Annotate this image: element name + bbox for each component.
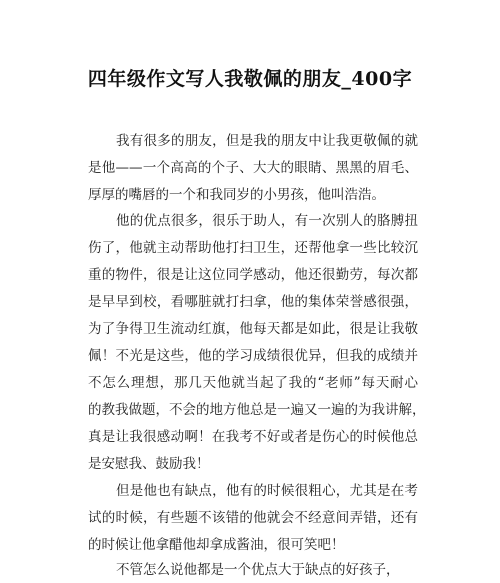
text-line: 是安慰我、鼓励我！ xyxy=(88,456,210,472)
text-line: 厚厚的嘴唇的一个和我同岁的小男孩，他叫浩浩。 xyxy=(88,187,385,203)
text-line: 伤了，他就主动帮助他打扫卫生，还帮他拿一些比较沉 xyxy=(88,240,418,256)
text-line: 试的时候，有些题不该错的他就会不经意间弄错，还有 xyxy=(88,510,418,526)
text-line: 为了争得卫生流动红旗，他每天都是如此，很是让我敬 xyxy=(88,321,418,337)
text-line: 不管怎么说他都是一个优点大于缺点的好孩子， xyxy=(116,562,400,578)
text-line: 他的优点很多，很乐于助人，有一次别人的胳膊扭 xyxy=(116,213,418,229)
text-line: 但是他也有缺点，他有的时候很粗心，尤其是在考 xyxy=(116,483,418,499)
article-title: 四年级作文写人我敬佩的朋友_400字 xyxy=(87,68,413,90)
text-line: 我有很多的朋友，但是我的朋友中让我更敬佩的就 xyxy=(116,133,418,149)
text-line: 佩！不光是这些，他的学习成绩很优异，但我的成绩并 xyxy=(88,348,418,364)
text-line: 是他——一个高高的个子、大大的眼睛、黑黑的眉毛、 xyxy=(88,160,418,176)
text-line: 重的物件，很是让这位同学感动，他还很勤劳，每次都 xyxy=(88,267,418,283)
text-line: 的教我做题，不会的地方他总是一遍又一遍的为我讲解， xyxy=(88,402,426,418)
text-line: 是早早到校，看哪脏就打扫拿，他的集体荣誉感很强， xyxy=(88,294,418,310)
text-line: 的时候让他拿醋他却拿成酱油，很可笑吧！ xyxy=(88,537,345,553)
text-line: 真是让我很感动啊！在我考不好或者是伤心的时候他总 xyxy=(88,429,418,445)
text-line: 不怎么理想，那几天他就当起了我的“老师”每天耐心 xyxy=(88,375,418,391)
